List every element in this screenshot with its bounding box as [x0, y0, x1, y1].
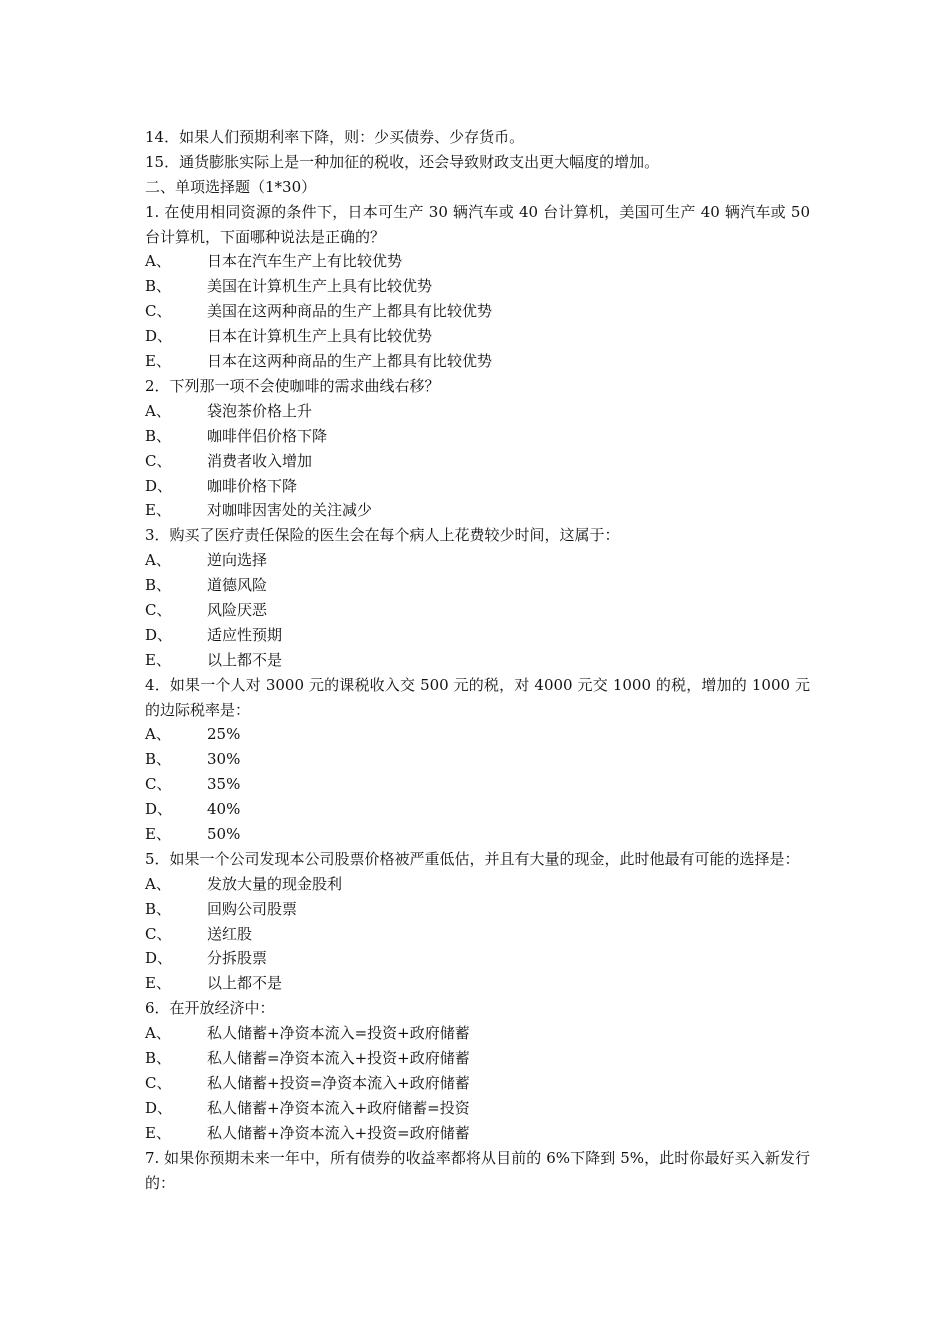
option-label: A、: [145, 1024, 171, 1043]
option-text: 35%: [207, 775, 241, 794]
question-6-option-b: [145, 1046, 810, 1071]
question-5-option-a: [145, 872, 810, 897]
option-text: 以上都不是: [207, 650, 283, 669]
question-1-option-e: [145, 349, 810, 374]
statement-14: 14．如果人们预期利率下降，则：少买债券、少存货币。: [145, 128, 525, 146]
option-text: 40%: [207, 800, 241, 819]
option-text: 咖啡伴侣价格下降: [207, 426, 328, 445]
option-text: 私人储蓄+净资本流入=投资+政府储蓄: [207, 1024, 470, 1043]
question-6-option-a: [145, 1021, 810, 1046]
question-5-option-d: [145, 946, 810, 971]
option-text: 以上都不是: [207, 974, 283, 993]
option-text: 30%: [207, 750, 241, 769]
option-label: C、: [145, 775, 172, 794]
option-text: 袋泡茶价格上升: [207, 401, 313, 420]
option-text: 私人储蓄=净资本流入+投资+政府储蓄: [207, 1049, 470, 1068]
option-text: 送红股: [207, 924, 253, 943]
question-1-option-d: [145, 324, 810, 349]
option-text: 消费者收入增加: [207, 451, 313, 470]
question-6-stem: 6．在开放经济中：: [145, 999, 275, 1018]
question-6-option-e: [145, 1121, 810, 1146]
option-label: D、: [145, 476, 173, 495]
question-7-stem: 7. 如果你预期未来一年中，所有债券的收益率都将从目前的 6%下降到 5%，此时你最好买入新发行的：: [145, 1148, 810, 1192]
option-label: A、: [145, 874, 171, 893]
question-4-option-a: [145, 722, 810, 747]
option-label: B、: [145, 899, 172, 918]
option-text: 回购公司股票: [207, 899, 298, 918]
question-1-option-b: [145, 274, 810, 299]
option-text: 私人储蓄+投资=净资本流入+政府储蓄: [207, 1073, 470, 1092]
option-label: C、: [145, 1073, 172, 1092]
section-heading: 二、单项选择题（1*30）: [145, 177, 317, 196]
option-text: 发放大量的现金股利: [207, 874, 343, 893]
question-6-option-c: [145, 1071, 810, 1096]
question-2-option-c: [145, 449, 810, 474]
question-4-option-b: [145, 747, 810, 772]
option-text: 50%: [207, 825, 241, 843]
question-4-option-c: [145, 772, 810, 797]
option-text: 咖啡价格下降: [207, 476, 298, 495]
question-4-option-e: [145, 822, 810, 847]
option-label: C、: [145, 451, 172, 470]
question-3-option-e: [145, 648, 810, 673]
option-label: C、: [145, 924, 172, 943]
option-text: 25%: [207, 725, 241, 744]
option-text: 适应性预期: [207, 625, 283, 644]
question-5-option-b: [145, 897, 810, 922]
question-4-option-d: [145, 797, 810, 822]
question-2-option-a: [145, 399, 810, 424]
option-label: B、: [145, 576, 172, 595]
option-label: E、: [145, 650, 171, 669]
question-3-option-d: [145, 623, 810, 648]
option-label: E、: [145, 825, 171, 843]
question-3-option-b: [145, 573, 810, 598]
question-2-option-e: [145, 498, 810, 523]
statement-15: 15．通货膨胀实际上是一种加征的税收，还会导致财政支出更大幅度的增加。: [145, 152, 660, 171]
option-label: B、: [145, 1049, 172, 1068]
question-1-option-a: [145, 249, 810, 274]
option-text: 日本在这两种商品的生产上都具有比较优势: [207, 352, 493, 371]
question-3-option-a: [145, 548, 810, 573]
option-label: A、: [145, 725, 171, 744]
option-label: E、: [145, 352, 171, 371]
option-text: 日本在汽车生产上有比较优势: [207, 252, 403, 271]
question-5-option-c: [145, 922, 810, 947]
option-label: E、: [145, 501, 171, 520]
option-label: A、: [145, 551, 171, 570]
option-text: 私人储蓄+净资本流入+投资=政府储蓄: [207, 1123, 470, 1142]
option-label: E、: [145, 1123, 171, 1142]
option-label: A、: [145, 252, 171, 271]
option-text: 美国在计算机生产上具有比较优势: [207, 277, 433, 296]
option-label: D、: [145, 625, 173, 644]
option-text: 对咖啡因害处的关注减少: [207, 501, 373, 520]
option-label: A、: [145, 401, 171, 420]
question-1-option-c: [145, 299, 810, 324]
question-2-stem: 2．下列那一项不会使咖啡的需求曲线右移？: [145, 376, 440, 395]
option-text: 日本在计算机生产上具有比较优势: [207, 327, 433, 346]
option-label: C、: [145, 600, 172, 619]
question-3-option-c: [145, 598, 810, 623]
document-content: [145, 125, 810, 1195]
option-text: 逆向选择: [207, 551, 268, 570]
option-text: 道德风险: [207, 576, 268, 595]
option-text: 美国在这两种商品的生产上都具有比较优势: [207, 302, 493, 321]
option-text: 分拆股票: [207, 949, 268, 968]
option-label: B、: [145, 426, 172, 445]
option-text: 风险厌恶: [207, 600, 268, 619]
question-3-stem: 3．购买了医疗责任保险的医生会在每个病人上花费较少时间，这属于：: [145, 526, 620, 545]
question-5-option-e: [145, 971, 810, 996]
question-5-stem: 5．如果一个公司发现本公司股票价格被严重低估，并且有大量的现金，此时他最有可能的选择是：: [145, 849, 800, 868]
option-label: E、: [145, 974, 171, 993]
option-label: D、: [145, 327, 173, 346]
option-label: C、: [145, 302, 172, 321]
question-1-stem: 1. 在使用相同资源的条件下，日本可生产 30 辆汽车或 40 台计算机，美国可生产 40 辆汽车或 50 台计算机，下面哪种说法是正确的？: [145, 202, 810, 246]
question-2-option-b: [145, 424, 810, 449]
question-4-stem: 4．如果一个人对 3000 元的课税收入交 500 元的税，对 4000 元交 1000 的税，增加的 1000 元的边际税率是：: [145, 675, 810, 719]
option-label: D、: [145, 1098, 173, 1117]
option-label: B、: [145, 750, 172, 769]
option-label: B、: [145, 277, 172, 296]
option-label: D、: [145, 800, 173, 819]
option-label: D、: [145, 949, 173, 968]
question-2-option-d: [145, 474, 810, 499]
question-6-option-d: [145, 1096, 810, 1121]
option-text: 私人储蓄+净资本流入+政府储蓄=投资: [207, 1098, 470, 1117]
